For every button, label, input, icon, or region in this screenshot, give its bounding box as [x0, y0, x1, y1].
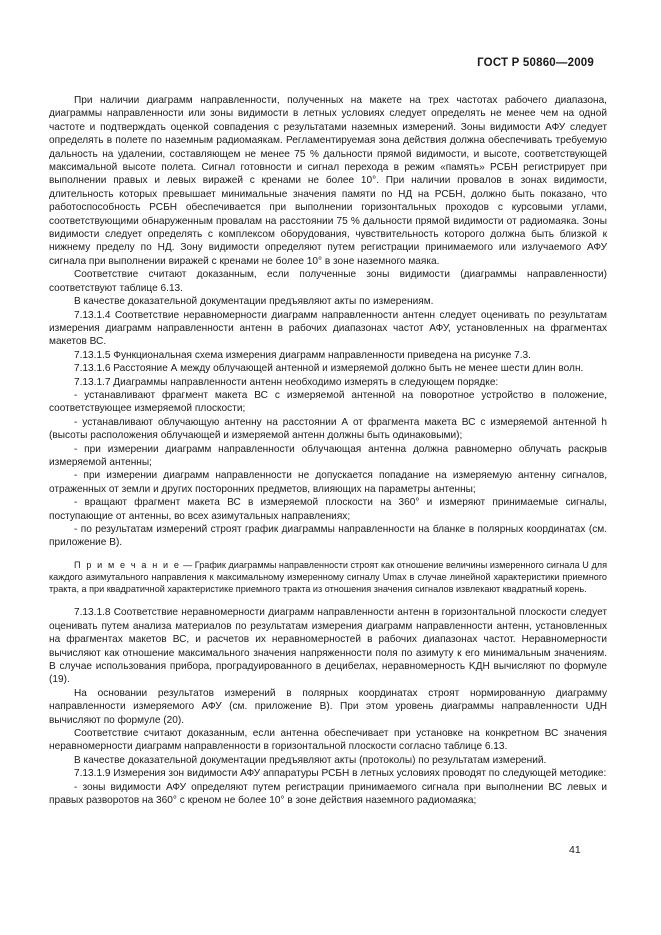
paragraph: 7.13.1.8 Соответствие неравномерности диаграмм направленности антенн в горизонтальной плоскости следует оценивать путем анализа материалов по результатам измерения диаграмм направленности антенн, установленных на фрагментах макетов ВС, и расчетов их неравномерностей в рабочих диапазонах частот. Неравномерности вычисляют как отношение максимального значения напряженности поля по азимуту к его минимальным значениям. В случае использования прибора, проградуированного в децибелах, неравномерность KДН вычисляют по формуле (19).	[49, 607, 607, 686]
note-label: П р и м е ч а н и е	[74, 559, 181, 570]
paragraph: На основании результатов измерений в полярных координатах строят нормированную диаграмму направленности измеряемого АФУ (см. приложение В). При этом уровень диаграммы направленности UДН вычисляют по формуле (20).	[49, 687, 607, 726]
paragraph: 7.13.1.4 Соответствие неравномерности диаграмм направленности антенн следует оценивать по результатам измерения диаграмм направленности антенн в рабочих диапазонах частот АФУ, установленных на фрагментах макетов ВС.	[49, 309, 607, 348]
list-item: - зоны видимости АФУ определяют путем регистрации принимаемого сигнала при выполнении ВС левых и правых разворотов на 360° с креном не более 10° в зоне действия наземного радиомаяка;	[49, 781, 607, 807]
list-item: - при измерении диаграмм направленности облучающая антенна должна равномерно облучать раскрыв измеряемой антенны;	[49, 443, 607, 468]
paragraph: При наличии диаграмм направленности, полученных на макете на трех частотах рабочего диапазона, диаграммы направленности или зоны видимости в летных условиях следует определять не менее чем на одной частоте и подтверждать оценкой совпадения с результатами наземных измерений. Зоны видимости АФУ следует определять в полете по наземным радиомаякам. Регламентируемая зона действия должна обеспечивать требуемую дальность на удалении, составляющем не менее 75 % дальности прямой видимости, и высоте, соответствующей максимальной высоте полета. Сигнал готовности и сигнал перехода в режим «память» РСБН регистрирует при выполнении правых и левых виражей с кренами не более 10°. При наличии провалов в зонах видимости, длительность которых превышает минимальные значения памяти по НД на РСБН, должно быть показано, что работоспособность РСБН обеспечивается при выполнении горизонтальных проходов с курсовыми углами, соответствующими обнаруженным провалам на расстоянии 75 % дальности прямой видимости от радиомаяка. Зоны видимости следует определять с комплексом оборудования, чувствительность которого должна быть близкой к нижнему пределу по НД. Зону видимости определяют путем регистрации принимаемого или излучаемого АФУ сигнала при выполнении виражей с кренами не более 10° в зоне наземного маяка.	[49, 95, 607, 267]
page-number: 41	[569, 844, 581, 856]
paragraph: В качестве доказательной документации предъявляют акты по измерениям.	[74, 296, 434, 308]
main-text	[49, 94, 607, 808]
paragraph: 7.13.1.5 Функциональная схема измерения диаграмм направленности приведена на рисунке 7.3.	[74, 349, 531, 361]
document-code-header: ГОСТ Р 50860—2009	[477, 57, 594, 69]
note-text: — График диаграммы направленности строят как отношение величины измеренного сигнала U для каждого азимутального направления к максимальному измеренному сигналу Umax в случае линейной характеристики приемного тракта, а при квадратичной характеристике приемного тракта из отношения значения сигналов извлекают квадратный корень.	[49, 559, 607, 595]
list-item: - устанавливают фрагмент макета ВС с измеряемой антенной на поворотное устройство в положение, соответствующее измеряемой плоскости;	[49, 389, 607, 415]
note-block	[49, 559, 607, 596]
paragraph: В качестве доказательной документации предъявляют акты (протоколы) по результатам измерений.	[74, 754, 547, 766]
list-item: - вращают фрагмент макета ВС в измеряемой плоскости на 360° и измеряют принимаемые сигналы, поступающие от антенны, во всех азимутальных направлениях;	[49, 497, 607, 522]
paragraph: 7.13.1.9 Измерения зон видимости АФУ аппаратуры РСБН в летных условиях проводят по следующей методике:	[74, 768, 607, 780]
list-item: - устанавливают облучающую антенну на расстоянии А от фрагмента макета ВС с измеряемой антенной h (высоты расположения облучающей и измеряемой антенн должны быть одинаковыми);	[49, 416, 607, 442]
list-item: - по результатам измерений строят график диаграммы направленности на бланке в полярных координатах (см. приложение В).	[49, 524, 607, 549]
list-item: - при измерении диаграмм направленности не допускается попадание на измеряемую антенну сигналов, отраженных от земли и других посторонних предметов, влияющих на параметры антенны;	[49, 470, 607, 495]
paragraph: 7.13.1.7 Диаграммы направленности антенн необходимо измерять в следующем порядке:	[74, 376, 499, 388]
paragraph: 7.13.1.6 Расстояние А между облучающей антенной и измеряемой должно быть не менее шести длин волн.	[74, 363, 584, 375]
paragraph: Соответствие считают доказанным, если антенна обеспечивает при установке на конкретном ВС значения неравномерности диаграмм направленности в горизонтальной плоскости согласно таблице 6.13.	[49, 728, 607, 753]
paragraph: Соответствие считают доказанным, если полученные зоны видимости (диаграммы направленности) соответствуют таблице 6.13.	[49, 269, 607, 294]
